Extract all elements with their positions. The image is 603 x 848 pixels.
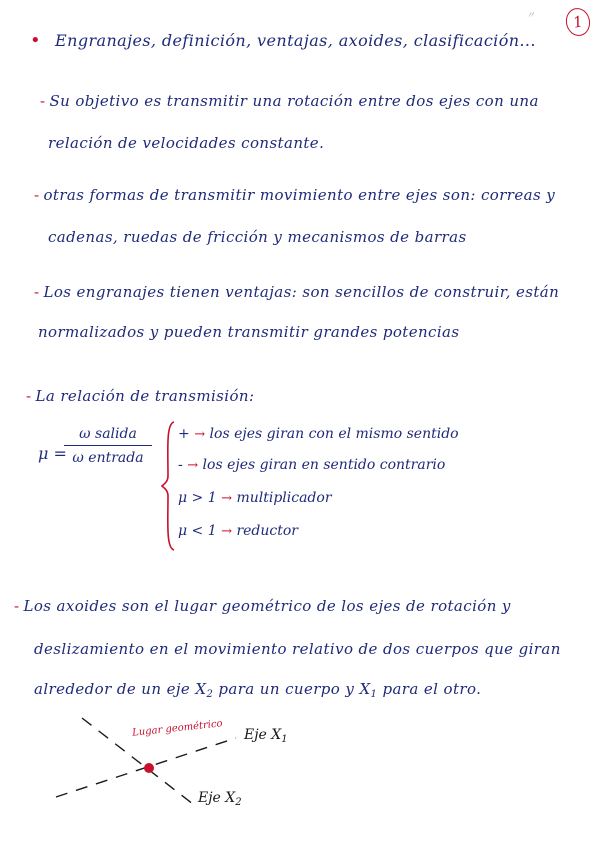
locus-label: Lugar geométrico — [131, 718, 224, 739]
axis2-text: Eje X — [198, 790, 236, 806]
advantages-line-2: normalizados y pueden transmitir grandes potencias — [38, 323, 460, 341]
dash-marker: - — [40, 92, 46, 110]
other-forms-line-2: cadenas, ruedas de fricción y mecanismos de barras — [48, 228, 467, 246]
subscript: 1 — [370, 689, 378, 700]
arrow-right-icon: → — [187, 458, 199, 473]
objective-text-1: Su objetivo es transmitir una rotación entre dos ejes con una — [49, 92, 539, 110]
case-sign: μ > 1 — [178, 490, 217, 506]
fraction-numerator: ω salida — [79, 426, 137, 442]
scribble-mark: 〃 — [526, 11, 536, 21]
case-sign: μ < 1 — [178, 523, 217, 539]
dash-marker: - — [34, 186, 40, 204]
page-number: 1 — [563, 6, 592, 38]
intersection-point-icon — [144, 763, 154, 773]
ratio-heading: La relación de transmisión: — [35, 387, 255, 405]
axoids-line-2: deslizamiento en el movimiento relativo de dos cuerpos que giran — [34, 640, 561, 658]
mu-equals: μ = — [38, 444, 67, 463]
bullet-icon: • — [30, 30, 42, 51]
case-sign: + — [178, 426, 190, 442]
page-title: Engranajes, definición, ventajas, axoides, clasificación... — [55, 31, 536, 50]
arrow-right-icon: → — [221, 524, 232, 539]
axoids-text-3a: alrededor de un eje X — [34, 680, 207, 698]
dash-marker: - — [14, 597, 20, 615]
axis2-label — [198, 790, 242, 808]
dash-marker: - — [26, 387, 32, 405]
dash-marker: - — [34, 283, 40, 301]
fraction-denominator: ω entrada — [72, 450, 144, 466]
subscript: 1 — [281, 734, 288, 745]
advantages-text-1: Los engranajes tienen ventajas: son sencillos de construir, están — [43, 283, 560, 301]
case-text: los ejes giran en sentido contrario — [202, 457, 446, 473]
case-text: los ejes giran con el mismo sentido — [209, 426, 459, 442]
other-forms-text-1: otras formas de transmitir movimiento entre ejes son: correas y — [43, 186, 556, 204]
axis1-label — [244, 727, 288, 745]
objective-line-2: relación de velocidades constante. — [48, 134, 325, 152]
case-text: multiplicador — [236, 490, 332, 506]
case-sign: - — [178, 457, 183, 473]
axis1-text: Eje X — [244, 727, 282, 743]
subscript: 2 — [206, 689, 214, 700]
subscript: 2 — [235, 797, 242, 808]
arrow-right-icon: → — [221, 491, 232, 506]
arrow-right-icon: → — [194, 427, 206, 442]
axoids-text-1: Los axoides son el lugar geométrico de los ejes de rotación y — [23, 597, 511, 615]
axoids-text-3c: para el otro. — [377, 680, 482, 698]
case-text: reductor — [236, 523, 298, 539]
axoids-text-3b: para un cuerpo y X — [213, 680, 371, 698]
